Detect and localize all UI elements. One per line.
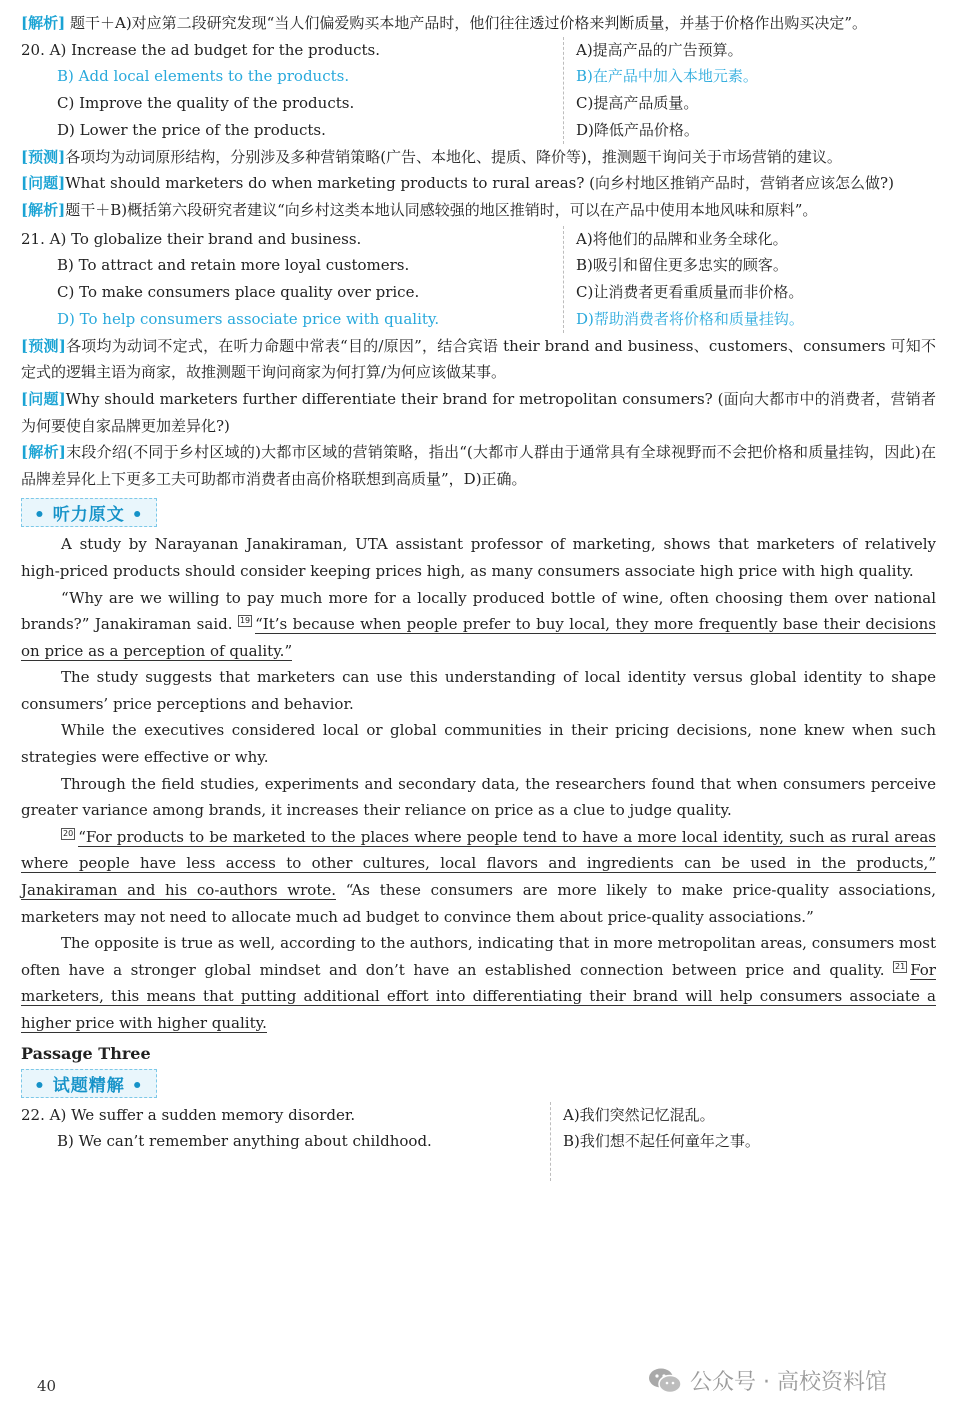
question-marker-21: 21 <box>895 961 906 971</box>
option-a-en: A) We suffer a sudden memory disorder. <box>49 1105 356 1124</box>
script-paragraph-6 <box>21 824 936 930</box>
watermark-text: 公众号 · 高校资料馆 <box>690 1370 887 1395</box>
q20-analysis <box>21 197 936 224</box>
option-a-en: A) To globalize their brand and business. <box>49 229 362 248</box>
q19-analysis <box>21 10 936 37</box>
script-paragraph-2 <box>21 585 936 665</box>
q21-predict <box>21 333 936 386</box>
underlined-answer-20: “For products to be marketed to the places where people tend to have a more local identity, such as rural areas where people have less access to other cultures, local flavors and ingredients can be used in the products,” Janakiraman and his co-authors wrote. <box>21 827 936 900</box>
option-b-en: B) To attract and retain more loyal customers. <box>57 256 410 275</box>
script-paragraph-3: The study suggests that marketers can use this understanding of local identity versus global identity to shape consumers’ price perceptions and behavior. <box>21 668 936 713</box>
predict-text: 各项均为动词不定式，在听力命题中常表“目的/原因”，结合宾语 their brand and business、customers、consumers 可知不定式的逻辑主语为商家，故推测题干询问商家为何打算/为何应该做某事。 <box>21 336 936 382</box>
script-paragraph-5: Through the field studies, experiments and secondary data, the researchers found that when consumers perceive greater variance among brands, it increases their reliance on price as a clue to judge quality. <box>21 774 936 820</box>
underlined-answer-19: “It’s because when people prefer to buy local, they more frequently base their decisions on price as a perception of quality.” <box>21 615 936 660</box>
option-c-zh: C)提高产品质量。 <box>576 94 699 113</box>
analysis-tag: [解析] <box>21 443 66 462</box>
script-text: “As these consumers are more likely to make price-quality associations, marketers may not need to allocate much ad budget to convince them about price-quality associations.” <box>21 881 936 926</box>
wechat-icon <box>648 1367 682 1395</box>
option-b-en: B) We can’t remember anything about childhood. <box>57 1132 432 1151</box>
q20-predict <box>21 144 936 171</box>
analysis-text: 题干＋B)概括第六段研究者建议“向乡村这类本地认同感较强的地区推销时，可以在产品中使用本地风味和原料”。 <box>65 200 818 219</box>
question-number: 21. <box>21 229 45 248</box>
predict-text: 各项均为动词原形结构，分别涉及多种营销策略(广告、本地化、提质、降价等)，推测题干询问关于市场营销的建议。 <box>65 147 842 166</box>
analysis-text: 题干＋A)对应第二段研究发现“当人们偏爱购买本地产品时，他们往往透过价格来判断质量，并基于价格作出购买决定”。 <box>69 14 868 32</box>
q21-options-en <box>21 226 563 333</box>
option-a-en: A) Increase the ad budget for the products. <box>49 40 381 59</box>
question-marker-19: 19 <box>239 616 251 626</box>
q22-options-en <box>21 1102 550 1182</box>
question-tag: [问题] <box>21 389 66 408</box>
script-text: The opposite is true as well, according to the authors, indicating that in more metropolitan areas, consumers most often have a stronger global mindset and don’t have an established connection between price and quality. <box>21 934 936 979</box>
page-number: 40 <box>37 1377 57 1395</box>
question-number: 22. <box>21 1105 45 1124</box>
q20-question <box>21 170 936 197</box>
q22-options-zh <box>550 1102 936 1182</box>
option-d-en: D) Lower the price of the products. <box>57 120 326 139</box>
analysis-tag: [解析] <box>21 200 66 219</box>
option-c-en: C) To make consumers place quality over price. <box>57 283 420 302</box>
question-text: What should marketers do when marketing products to rural areas? (向乡村地区推销产品时，营销者应该怎么做?) <box>65 174 894 193</box>
script-text: “Why are we willing to pay much more for a locally produced bottle of wine, often choosing them over national brands?” Janakiraman said. <box>21 588 936 634</box>
listening-script <box>21 531 936 1036</box>
predict-tag: [预测] <box>21 336 66 355</box>
option-b-zh: B)我们想不起任何童年之事。 <box>563 1132 760 1151</box>
option-c-zh: C)让消费者更看重质量而非价格。 <box>576 283 804 302</box>
analysis-text: 末段介绍(不同于乡村区域的)大都市区域的营销策略，指出“(大都市人群由于通常具有全球视野而不会把价格和质量挂钩，因此)在品牌差异化上下更多工夫可助都市消费者由高价格联想到高质量”，D)正确。 <box>21 443 936 488</box>
underlined-answer-21: For marketers, this means that putting additional effort into differentiating their brand will help consumers associate a higher price with higher quality. <box>21 960 936 1032</box>
script-paragraph-7 <box>21 930 936 1036</box>
section-title-question-analysis: • 试题精解 • <box>21 1069 157 1098</box>
q21-question <box>21 386 936 439</box>
option-a-zh: A)提高产品的广告预算。 <box>576 40 743 59</box>
question-tag: [问题] <box>21 174 66 193</box>
passage-three-title: Passage Three <box>21 1043 151 1063</box>
option-b-zh: B)在产品中加入本地元素。 <box>576 67 758 86</box>
option-a-zh: A)将他们的品牌和业务全球化。 <box>576 229 788 248</box>
page-content <box>21 10 936 1181</box>
watermark <box>648 1365 887 1396</box>
q20-options-en <box>21 37 563 144</box>
section-title-listening-script: • 听力原文 • <box>21 498 157 527</box>
analysis-tag: [解析] <box>21 14 66 32</box>
option-d-zh: D)帮助消费者将价格和质量挂钩。 <box>576 309 804 328</box>
question-22 <box>21 1102 936 1182</box>
option-b-en: B) Add local elements to the products. <box>57 67 350 86</box>
option-d-zh: D)降低产品价格。 <box>576 120 699 139</box>
question-marker-20: 20 <box>63 828 74 838</box>
option-a-zh: A)我们突然记忆混乱。 <box>563 1105 715 1124</box>
question-number: 20. <box>21 40 45 59</box>
question-text: Why should marketers further differentiate their brand for metropolitan consumers? (面向大都市中的消费者，营销者为何要使自家品牌更加差异化?) <box>21 389 936 435</box>
q21-analysis <box>21 439 936 492</box>
script-paragraph-4: While the executives considered local or global communities in their pricing decisions, none knew when such strategies were effective or why. <box>21 721 936 767</box>
option-b-zh: B)吸引和留住更多忠实的顾客。 <box>576 256 788 275</box>
option-c-en: C) Improve the quality of the products. <box>57 94 355 113</box>
q21-options-zh <box>563 226 936 333</box>
script-paragraph-1: A study by Narayanan Janakiraman, UTA assistant professor of marketing, shows that marketers of relatively high-priced products should consider keeping prices high, as many consumers associate high price with high quality. <box>21 535 936 580</box>
predict-tag: [预测] <box>21 147 66 166</box>
question-20 <box>21 37 936 144</box>
question-21 <box>21 226 936 333</box>
option-d-en: D) To help consumers associate price with quality. <box>57 309 440 328</box>
q20-options-zh <box>563 37 936 144</box>
